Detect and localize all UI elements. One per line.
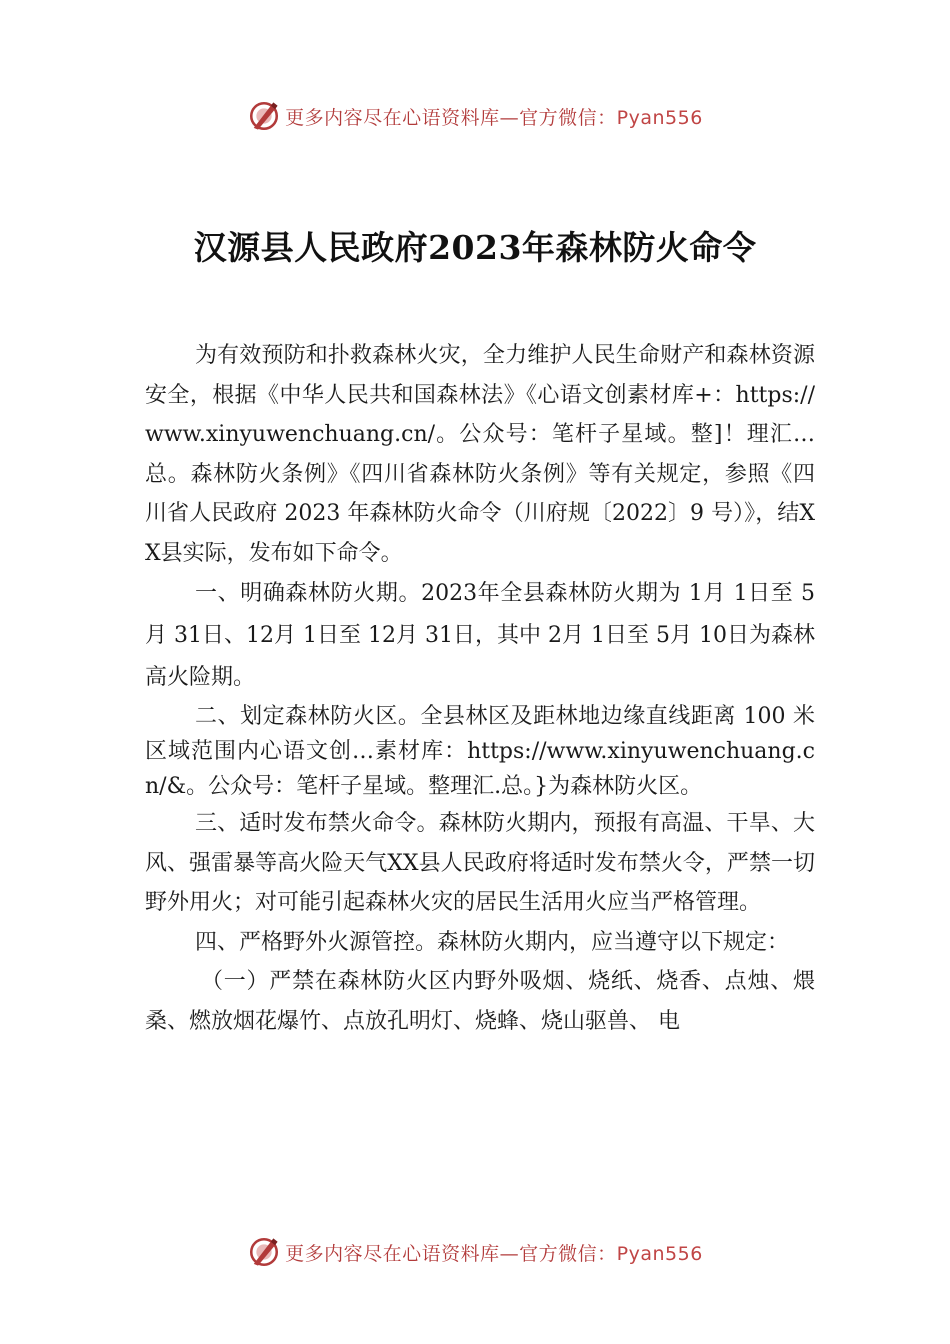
banner-text: 更多内容尽在心语资料库—官方微信：Pyan556 bbox=[285, 1242, 703, 1265]
paragraph-fire-period: 一、明确森林防火期。2023年全县森林防火期为 1月 1日至 5月 31日、12月 1日至 12月 31日，其中 2月 1日至 5月 10日为森林高火险期。 bbox=[145, 581, 815, 690]
header-banner bbox=[0, 96, 950, 136]
paragraph-subitem-1: （一）严禁在森林防火区内野外吸烟、烧纸、烧香、点烛、煨桑、燃放烟花爆竹、点放孔明灯、烧蜂、烧山驱兽、 电 bbox=[145, 969, 815, 1034]
pen-logo-icon bbox=[247, 99, 281, 133]
footer-banner bbox=[0, 1232, 950, 1272]
banner-text: 更多内容尽在心语资料库—官方微信：Pyan556 bbox=[285, 106, 703, 129]
paragraph-fire-ban: 三、适时发布禁火命令。森林防火期内，预报有高温、干旱、大风、强雷暴等高火险天气XX县人民政府将适时发布禁火令，严禁一切野外用火；对可能引起森林火灾的居民生活用火应当严格管理。 bbox=[145, 811, 815, 915]
document-title: 汉源县人民政府2023年森林防火命令 bbox=[193, 228, 757, 267]
paragraph-fire-zone: 二、划定森林防火区。全县林区及距林地边缘直线距离 100 米区域范围内心语文创…素材库：https://www.xinyuwenchuang.cn/&。公众号：笔杆子星域。整理汇.总。}为森林防火区。 bbox=[145, 704, 815, 799]
paragraph-intro: 为有效预防和扑救森林火灾，全力维护人民生命财产和森林资源安全，根据《中华人民共和国森林法》《心语文创素材库+：https://www.xinyuwenchuang.cn/。公众号：笔杆子星域。整]！理汇…总。森林防火条例》《四川省森林防火条例》等有关规定，参照《四川省人民政府 2023 年森林防火命令（川府规〔2022〕9 号）》，结XX县实际，发布如下命令。 bbox=[145, 343, 815, 566]
document-body bbox=[145, 336, 815, 1041]
pen-logo-icon bbox=[247, 1235, 281, 1269]
paragraph-fire-control: 四、严格野外火源管控。森林防火期内，应当遵守以下规定： bbox=[195, 929, 790, 955]
